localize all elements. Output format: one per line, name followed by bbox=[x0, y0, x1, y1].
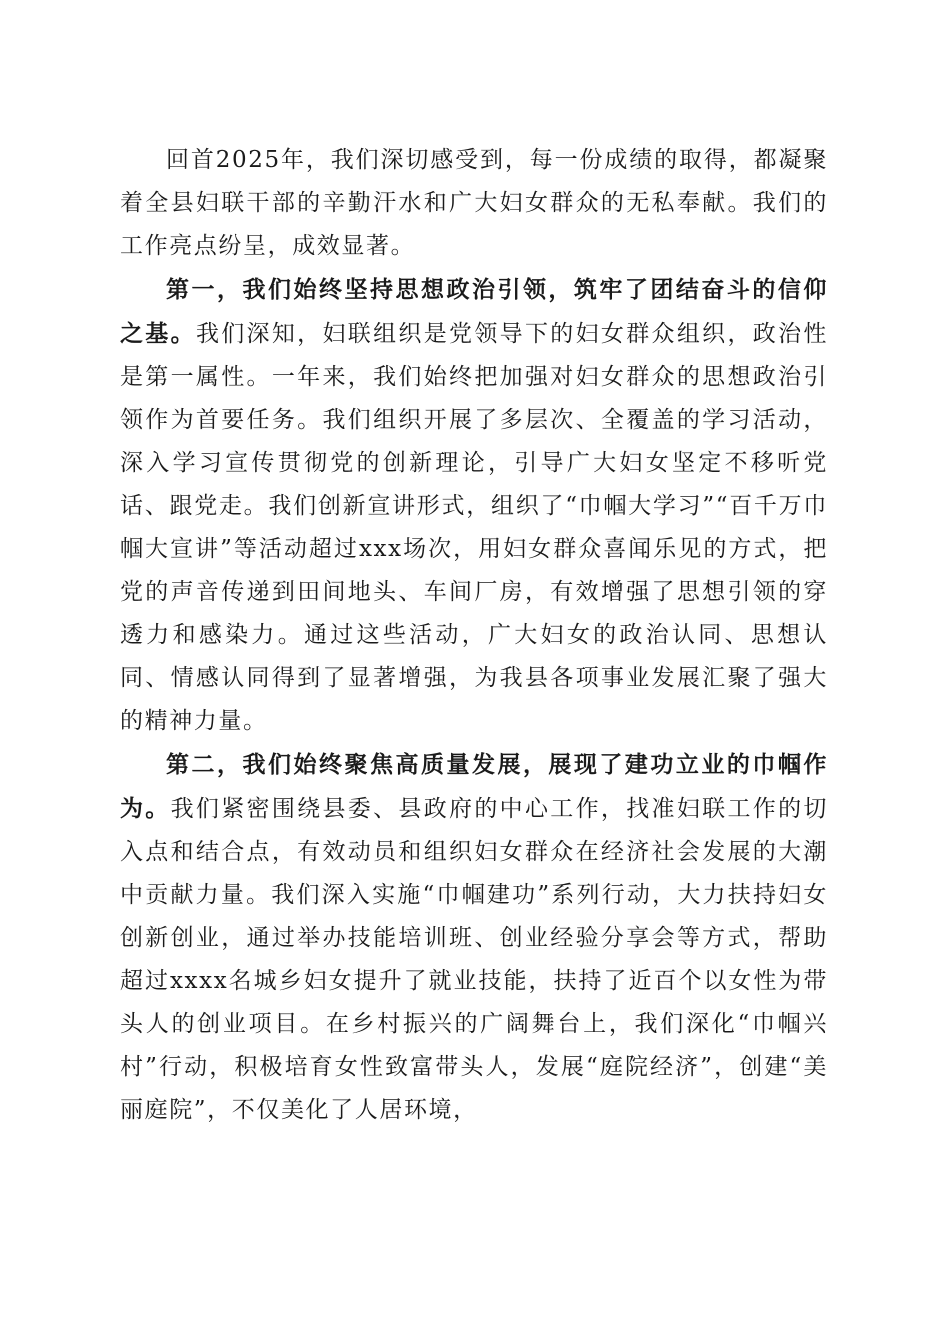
paragraph-first-point bbox=[120, 268, 828, 743]
paragraph-lead: 第一，我们始终坚持思想政治引领，筑牢了团结奋斗的信仰之基。 bbox=[120, 276, 828, 347]
paragraph-intro bbox=[120, 138, 828, 268]
paragraph-second-point bbox=[120, 743, 828, 1132]
paragraph-text: 我们紧密围绕县委、县政府的中心工作，找准妇联工作的切入点和结合点，有效动员和组织妇女群众在经济社会发展的大潮中贡献力量。我们深入实施“巾帼建功”系列行动，大力扶持妇女创新创业，通过举办技能培训班、创业经验分享会等方式，帮助超过xxxx名城乡妇女提升了就业技能，扶持了近百个以女性为带头人的创业项目。在乡村振兴的广阔舞台上，我们深化“巾帼兴村”行动，积极培育女性致富带头人，发展“庭院经济”，创建“美丽庭院”，不仅美化了人居环境， bbox=[120, 796, 828, 1123]
paragraph-text: 回首2025年，我们深切感受到，每一份成绩的取得，都凝聚着全县妇联干部的辛勤汗水和广大妇女群众的无私奉献。我们的工作亮点纷呈，成效显著。 bbox=[120, 147, 828, 259]
document-body bbox=[120, 138, 828, 1132]
paragraph-text: 我们深知，妇联组织是党领导下的妇女群众组织，政治性是第一属性。一年来，我们始终把加强对妇女群众的思想政治引领作为首要任务。我们组织开展了多层次、全覆盖的学习活动，深入学习宣传贯彻党的创新理论，引导广大妇女坚定不移听党话、跟党走。我们创新宣讲形式，组织了“巾帼大学习”“百千万巾帼大宣讲”等活动超过xxx场次，用妇女群众喜闻乐见的方式，把党的声音传递到田间地头、车间厂房，有效增强了思想引领的穿透力和感染力。通过这些活动，广大妇女的政治认同、思想认同、情感认同得到了显著增强，为我县各项事业发展汇聚了强大的精神力量。 bbox=[120, 321, 828, 734]
paragraph-lead: 第二，我们始终聚焦高质量发展，展现了建功立业的巾帼作为。 bbox=[120, 751, 828, 822]
